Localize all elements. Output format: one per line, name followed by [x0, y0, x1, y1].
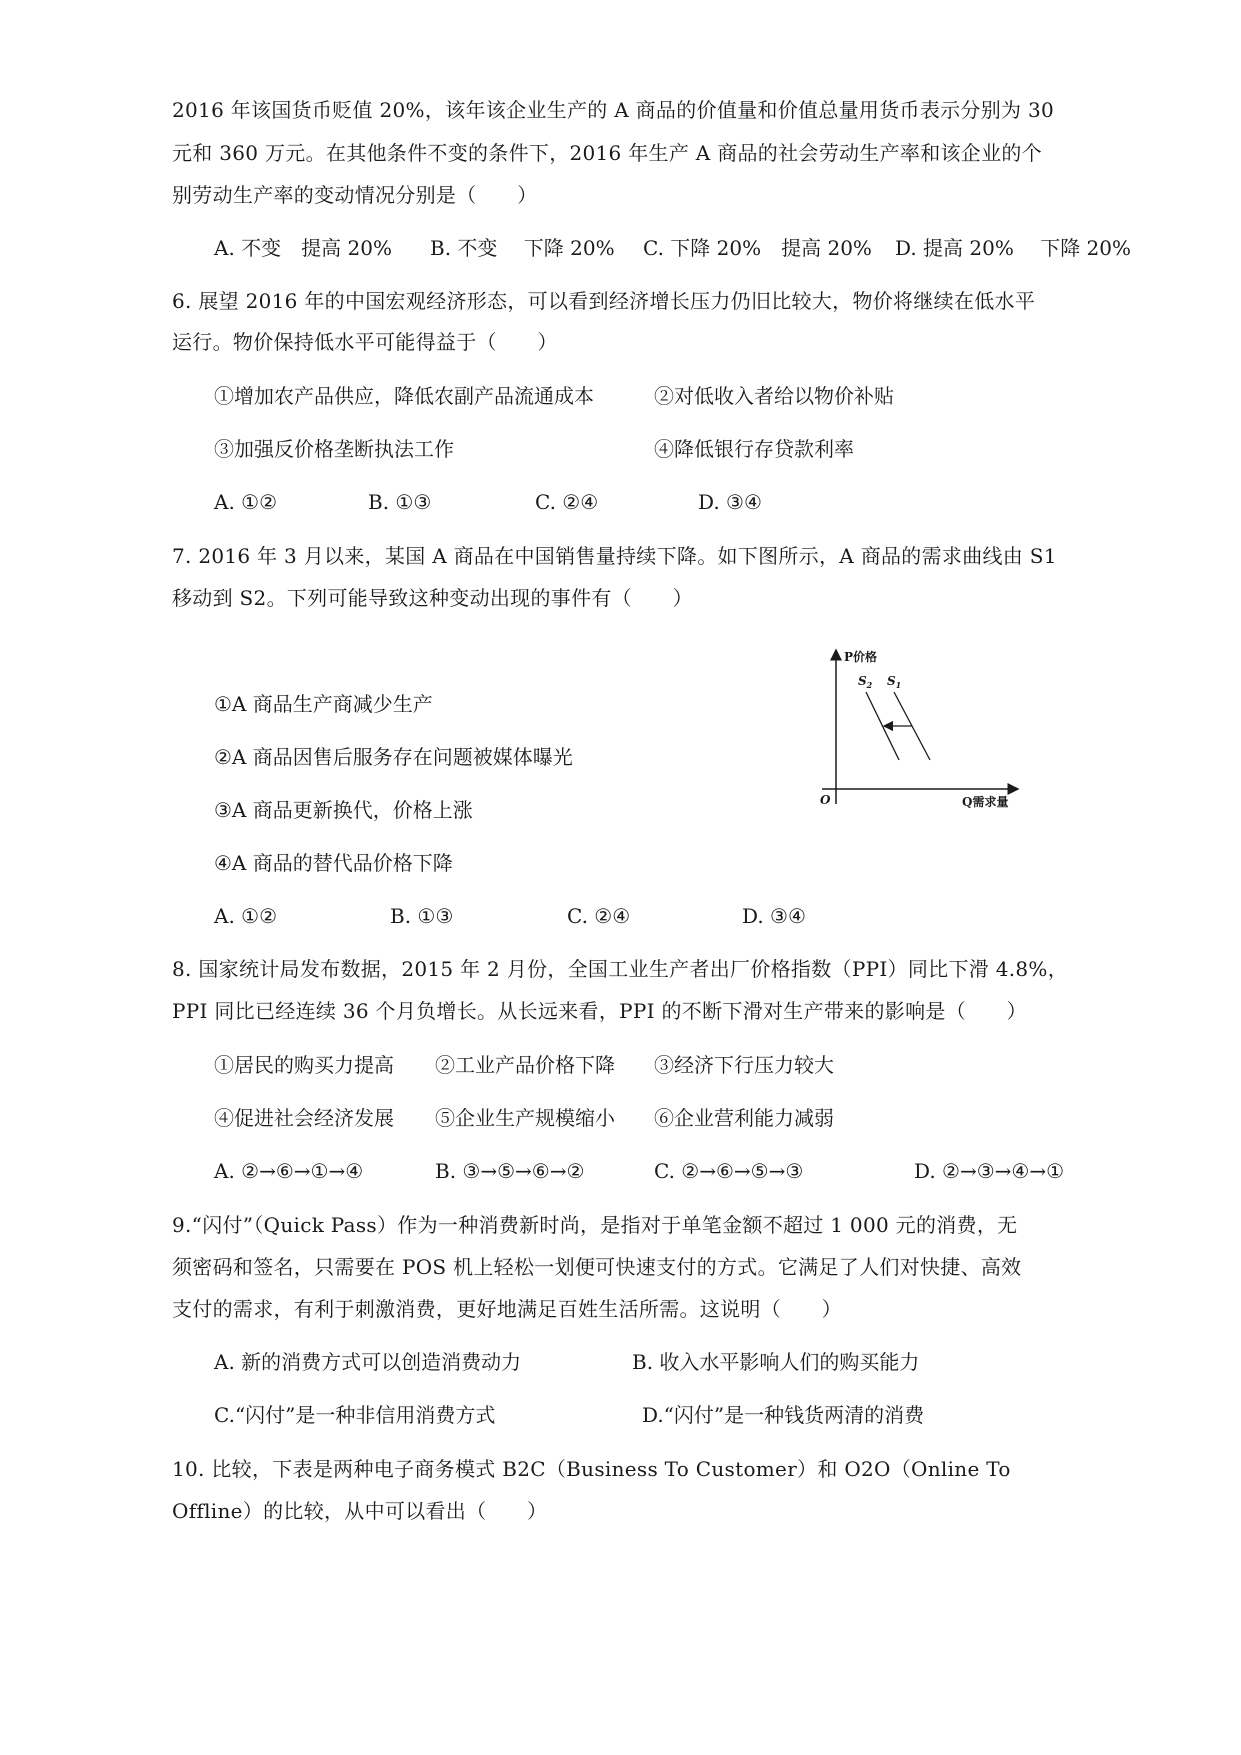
q7-line-2: 移动到 S2。下列可能导致这种变动出现的事件有（ ）: [172, 586, 693, 610]
q6-option-d: D. ③④: [698, 490, 762, 514]
q7-item-1: ①A 商品生产商减少生产: [214, 692, 433, 716]
q8-item-3: ③经济下行压力较大: [654, 1053, 834, 1077]
q7-option-d: D. ③④: [742, 904, 806, 928]
q5-line-3: 别劳动生产率的变动情况分别是（ ）: [172, 183, 538, 207]
q8-option-c: C. ②→⑥→⑤→③: [654, 1159, 804, 1183]
q5-line-1: 2016 年该国货币贬值 20%，该年该企业生产的 A 商品的价值量和价值总量用货币表示分别为 30: [172, 98, 1055, 122]
q5-option-c: C. 下降 20% 提高 20%: [643, 236, 872, 260]
q9-option-a: A. 新的消费方式可以创造消费动力: [214, 1350, 522, 1374]
q10-line-2: Offline）的比较，从中可以看出（ ）: [172, 1499, 548, 1523]
s2-label: $S_2$: [858, 674, 873, 690]
q9-option-b: B. 收入水平影响人们的购买能力: [632, 1350, 920, 1374]
q7-line-1: 7. 2016 年 3 月以来，某国 A 商品在中国销售量持续下降。如下图所示，A 商品的需求曲线由 S1: [172, 544, 1057, 568]
q7-item-4: ④A 商品的替代品价格下降: [214, 851, 453, 875]
q5-option-b: B. 不变 下降 20%: [430, 236, 615, 260]
q6-line-2: 运行。物价保持低水平可能得益于（ ）: [172, 330, 558, 354]
origin-label: O: [820, 793, 831, 807]
q7-item-2: ②A 商品因售后服务存在问题被媒体曝光: [214, 745, 573, 769]
q8-option-b: B. ③→⑤→⑥→②: [435, 1159, 585, 1183]
q6-item-4: ④降低银行存贷款利率: [654, 437, 854, 461]
q7-option-c: C. ②④: [567, 904, 631, 928]
s1-label: $S_1$: [887, 674, 902, 690]
x-axis-label: Q需求量: [962, 795, 1009, 809]
q9-line-1: 9.“闪付”（Quick Pass）作为一种消费新时尚，是指对于单笔金额不超过 1 000 元的消费，无: [172, 1213, 1018, 1237]
q9-line-3: 支付的需求，有利于刺激消费，更好地满足百姓生活所需。这说明（ ）: [172, 1297, 842, 1321]
q8-item-2: ②工业产品价格下降: [435, 1053, 615, 1077]
q6-item-1: ①增加农产品供应，降低农副产品流通成本: [214, 384, 594, 408]
q6-item-2: ②对低收入者给以物价补贴: [654, 384, 894, 408]
q6-option-c: C. ②④: [535, 490, 599, 514]
q10-line-1: 10. 比较，下表是两种电子商务模式 B2C（Business To Customer）和 O2O（Online To: [172, 1457, 1011, 1481]
q7-option-a: A. ①②: [214, 904, 278, 928]
q8-item-6: ⑥企业营利能力减弱: [654, 1106, 834, 1130]
q5-line-2: 元和 360 万元。在其他条件不变的条件下，2016 年生产 A 商品的社会劳动生产率和该企业的个: [172, 141, 1043, 165]
demand-curve-graph: [806, 646, 1032, 818]
q6-option-b: B. ①③: [368, 490, 432, 514]
q9-option-d: D.“闪付”是一种钱货两清的消费: [642, 1403, 925, 1427]
q9-line-2: 须密码和签名，只需要在 POS 机上轻松一划便可快速支付的方式。它满足了人们对快捷、高效: [172, 1255, 1022, 1279]
y-axis-label: P价格: [844, 650, 878, 664]
q8-option-d: D. ②→③→④→①: [914, 1159, 1065, 1183]
q8-item-1: ①居民的购买力提高: [214, 1053, 394, 1077]
q8-line-2: PPI 同比已经连续 36 个月负增长。从长远来看，PPI 的不断下滑对生产带来的影响是（ ）: [172, 999, 1027, 1023]
q6-item-3: ③加强反价格垄断执法工作: [214, 437, 454, 461]
q8-line-1: 8. 国家统计局发布数据，2015 年 2 月份，全国工业生产者出厂价格指数（PPI）同比下滑 4.8%，: [172, 957, 1069, 981]
q8-option-a: A. ②→⑥→①→④: [214, 1159, 364, 1183]
q7-item-3: ③A 商品更新换代，价格上涨: [214, 798, 473, 822]
q9-option-c: C.“闪付”是一种非信用消费方式: [214, 1403, 496, 1427]
q8-item-4: ④促进社会经济发展: [214, 1106, 394, 1130]
q8-item-5: ⑤企业生产规模缩小: [435, 1106, 615, 1130]
q5-option-a: A. 不变 提高 20%: [214, 236, 392, 260]
q6-line-1: 6. 展望 2016 年的中国宏观经济形态，可以看到经济增长压力仍旧比较大，物价将继续在低水平: [172, 289, 1036, 313]
q5-option-d: D. 提高 20% 下降 20%: [895, 236, 1132, 260]
q7-option-b: B. ①③: [390, 904, 454, 928]
q6-option-a: A. ①②: [214, 490, 278, 514]
